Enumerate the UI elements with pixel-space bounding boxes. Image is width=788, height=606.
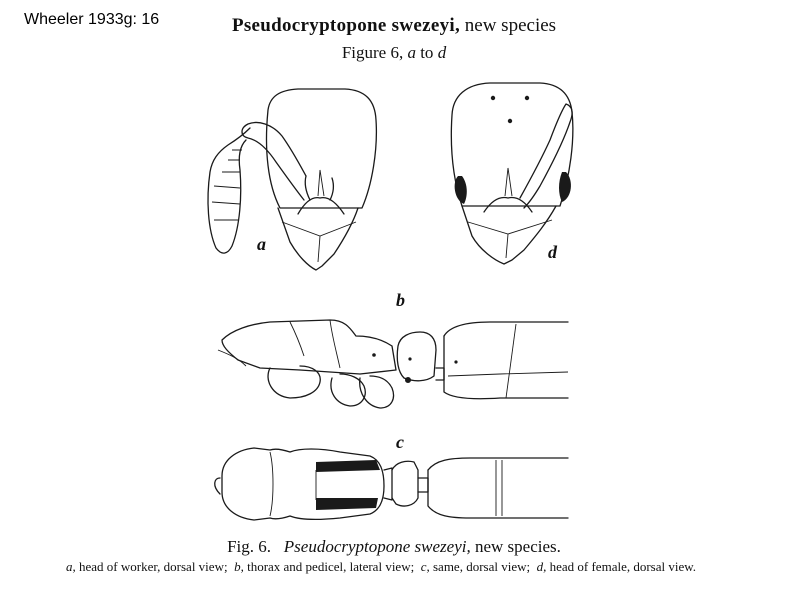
figure-range-word: to — [420, 43, 434, 62]
species-name: Pseudocryptopone swezeyi, — [231, 15, 461, 36]
figure-number: Figure 6, — [341, 43, 404, 62]
citation-label: Wheeler 1933g: 16 — [24, 11, 160, 28]
caption-letter-d: d, — [536, 559, 547, 574]
caption-letter-a: a, — [66, 559, 76, 574]
female-head-drawing — [451, 83, 573, 264]
figure-range-start: a — [407, 43, 416, 62]
thorax-dorsal-drawing — [215, 448, 568, 520]
caption-d-text: head of female, dorsal view. — [549, 559, 697, 574]
caption-c-text: same, dorsal view; — [432, 559, 531, 574]
figure-range-end: d — [437, 43, 447, 62]
worker-head-drawing — [208, 89, 376, 270]
caption-species: Pseudocryptopone swezeyi, — [283, 537, 471, 556]
thorax-lateral-drawing — [218, 320, 568, 408]
caption-letter-c: c, — [420, 559, 430, 574]
caption-a-text: head of worker, dorsal view; — [79, 559, 228, 574]
caption-fig-label: Fig. 6. — [227, 537, 272, 556]
panel-label-b: b — [396, 290, 405, 310]
panel-label-c: c — [396, 432, 404, 452]
new-species-label: new species — [464, 15, 557, 36]
caption-letter-b: b, — [234, 559, 244, 574]
caption-title — [0, 537, 788, 557]
panel-label-d: d — [548, 242, 557, 262]
caption-suffix: new species. — [474, 537, 561, 556]
panel-label-a: a — [257, 234, 266, 254]
caption-text — [40, 560, 760, 574]
caption-b-text: thorax and pedicel, lateral view; — [247, 559, 415, 574]
